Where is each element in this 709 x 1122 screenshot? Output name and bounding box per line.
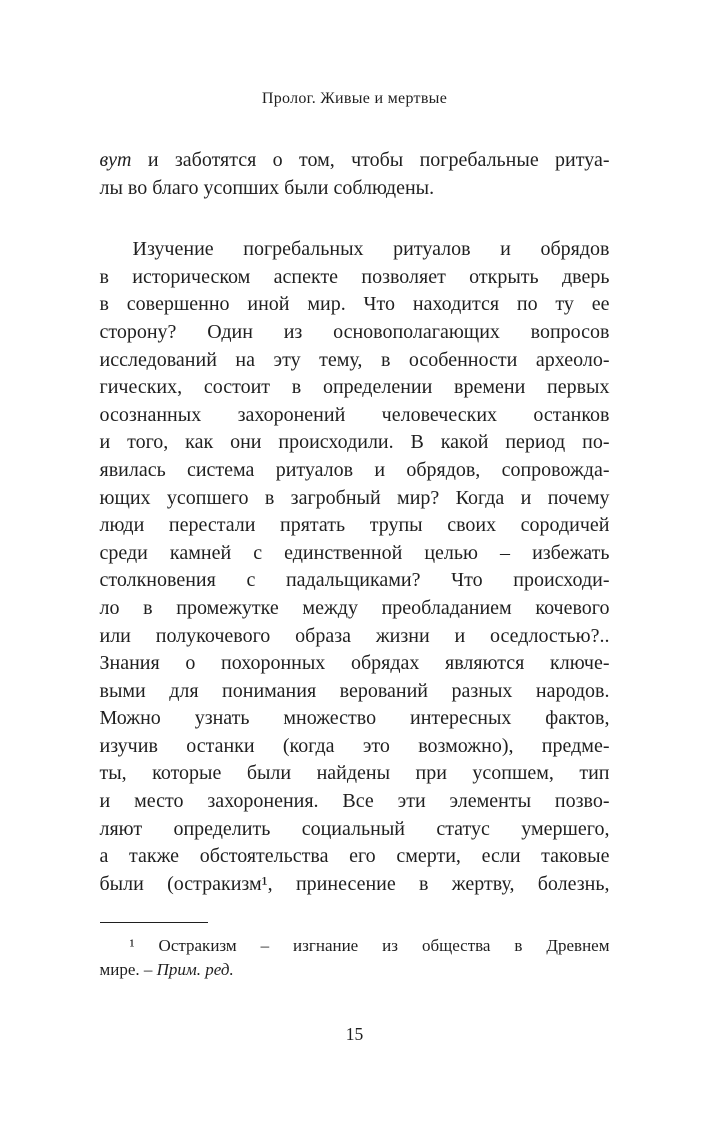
- text-line: в совершенно иной мир. Что находится по ту ее: [99, 293, 610, 316]
- page-number: 15: [345, 1024, 364, 1044]
- text-line: лы во благо усопших были соблюдены.: [99, 176, 435, 199]
- footnote-separator: [100, 922, 208, 923]
- text-line: исследований на эту тему, в особенности археоло-: [99, 348, 610, 371]
- text-line: в историческом аспекте позволяет открыть дверь: [99, 265, 610, 288]
- text-block: [100, 147, 610, 982]
- text-line: изучив останки (когда это возможно), предме-: [99, 734, 610, 757]
- text-line: Знания о похоронных обрядах являются ключе-: [99, 652, 610, 675]
- text-line: а также обстоятельства его смерти, если таковые: [99, 845, 610, 868]
- text-line: были (остракизм¹, принесение в жертву, болезнь,: [99, 872, 610, 895]
- footnote-editor-note: Прим. ред.: [156, 960, 234, 980]
- running-head: Пролог. Живые и мертвые: [261, 90, 448, 107]
- footnote-line: ¹ Остракизм – изгнание из общества в Древнем: [129, 936, 610, 956]
- text-line: [100, 147, 610, 175]
- line-text: и заботятся о том, чтобы погребальные ритуа-: [131, 149, 610, 171]
- text-line: ты, которые были найдены при усопшем, тип: [99, 762, 610, 785]
- text-line: Можно узнать множество интересных фактов,: [99, 707, 610, 730]
- paragraph-continuation: [100, 147, 610, 202]
- text-line: гических, состоит в определении времени первых: [99, 376, 610, 399]
- text-line: выми для понимания верований разных народов.: [99, 679, 610, 702]
- text-line: явилась система ритуалов и обрядов, сопровожда-: [99, 458, 610, 481]
- text-line: и место захоронения. Все эти элементы позво-: [99, 790, 610, 813]
- footnote: [100, 934, 610, 982]
- paragraph-main: [100, 236, 610, 898]
- text-line: Изучение погребальных ритуалов и обрядов: [132, 238, 610, 261]
- text-line: ляют определить социальный статус умершего,: [99, 817, 610, 840]
- text-line: среди камней с единственной целью – избежать: [99, 541, 610, 564]
- footnote-text: мире. –: [99, 960, 157, 980]
- text-line: ло в промежутке между преобладанием кочевого: [99, 596, 610, 619]
- text-line: осознанных захоронений человеческих останков: [99, 403, 610, 426]
- body-text: [100, 147, 610, 898]
- text-line: или полукочевого образа жизни и оседлостью?..: [99, 624, 610, 647]
- text-line: ющих усопшего в загробный мир? Когда и почему: [99, 486, 610, 509]
- footnote-line: [100, 958, 610, 982]
- text-line: сторону? Один из основополагающих вопросов: [99, 320, 610, 343]
- italic-lead-word: вут: [99, 149, 132, 171]
- text-line: столкновения с падальщиками? Что происходи-: [99, 569, 610, 592]
- text-line: и того, как они происходили. В какой период по-: [99, 431, 610, 454]
- text-line: люди перестали прятать трупы своих сородичей: [99, 514, 610, 537]
